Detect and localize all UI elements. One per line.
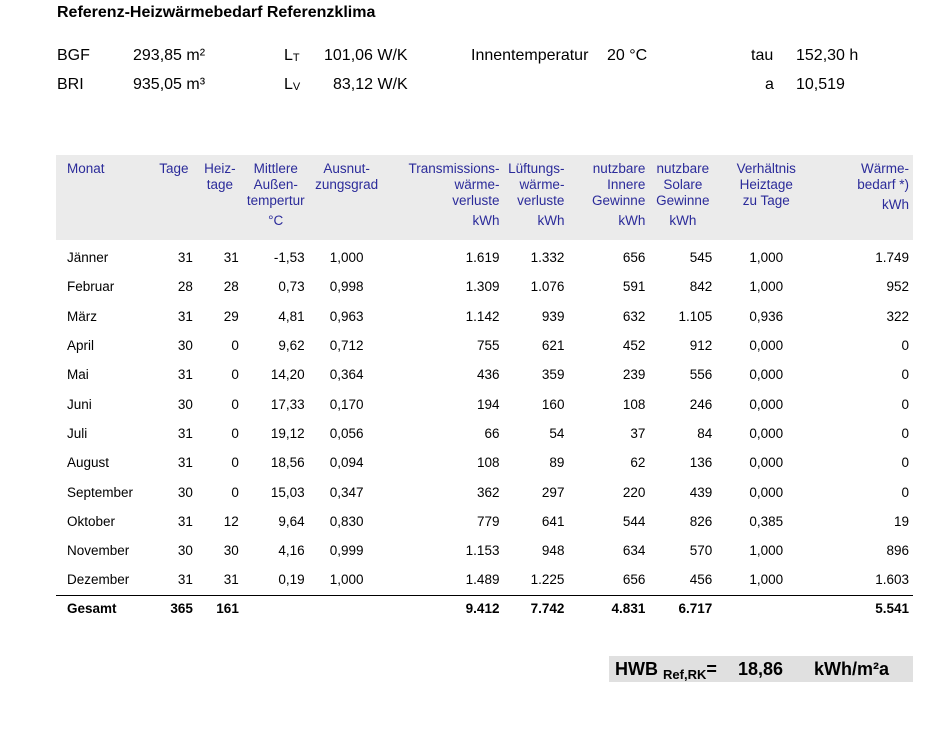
a-value: 10,519 (796, 76, 845, 93)
table-cell: 0 (231, 338, 239, 354)
column-header: Mittlere Außen- tempertur °C (243, 155, 309, 240)
table-cell: 239 (622, 367, 646, 383)
table-cell: 12 (223, 513, 239, 529)
column-unit: kWh (472, 213, 500, 228)
table-cell: 0,73 (278, 279, 305, 295)
table-cell: 66 (484, 425, 500, 441)
table-cell: 1.105 (678, 308, 713, 324)
table-row (56, 302, 913, 331)
table-cell: 322 (886, 308, 909, 324)
table-cell: 0,830 (329, 513, 364, 529)
total-cell (716, 595, 816, 622)
table-cell: 1,000 (749, 279, 784, 295)
hwb-unit: kWh/m²a (814, 659, 890, 679)
table-cell: 0,963 (329, 308, 364, 324)
table-cell: August (67, 455, 110, 471)
table-cell: 246 (689, 396, 713, 412)
table-cell: 0 (231, 367, 239, 383)
table-row (56, 507, 913, 536)
table-cell: 0,998 (329, 279, 364, 295)
column-header: Wärme- bedarf *) kWh (816, 155, 913, 240)
total-cell (309, 595, 385, 622)
hwb-label: HWB $_{Ref,RK}$= (615, 659, 717, 682)
table-cell: Februar (67, 279, 115, 295)
table-cell: 0,364 (329, 367, 364, 383)
table-cell: November (67, 543, 130, 559)
table-cell: 108 (622, 396, 646, 412)
table-cell: 0 (231, 484, 239, 500)
table-cell: -1,53 (273, 250, 305, 266)
table-cell: 362 (476, 484, 500, 500)
table-row (56, 448, 913, 477)
total-cell: 6.717 (649, 595, 716, 622)
table-cell: 1.142 (465, 308, 500, 324)
table-cell: 641 (541, 513, 565, 529)
table-row (56, 477, 913, 506)
column-header: nutzbare Innere Gewinne kWh (568, 155, 649, 240)
hwb-result (609, 656, 913, 682)
table-cell: 1,000 (329, 572, 364, 588)
table-cell: 18,56 (270, 455, 305, 471)
table-cell: 31 (177, 425, 193, 441)
table-cell: 0 (901, 367, 909, 383)
total-cell: 365 (151, 595, 197, 622)
table-cell: 456 (689, 572, 713, 588)
table-cell: 0,094 (329, 455, 364, 471)
tau-value: 152,30 h (796, 47, 859, 64)
column-header: Transmissions- wärme- verluste kWh (385, 155, 504, 240)
table-cell: 632 (622, 308, 646, 324)
table-cell: April (67, 338, 95, 354)
bgf-label: BGF (57, 47, 90, 64)
table-cell: 912 (689, 338, 713, 354)
table-cell: 436 (476, 367, 500, 383)
table-cell: 31 (177, 250, 193, 266)
column-header: Ausnut- zungsgrad (309, 155, 385, 240)
bri-value: 935,05 m³ (133, 76, 206, 93)
table-cell: 359 (541, 367, 565, 383)
table-cell: 1.225 (530, 572, 565, 588)
table-cell: 31 (177, 513, 193, 529)
table-cell: 28 (177, 279, 193, 295)
table-cell: 621 (541, 338, 565, 354)
table-cell: 948 (541, 543, 565, 559)
table-cell: 755 (476, 338, 500, 354)
table-cell: 0 (231, 396, 239, 412)
table-cell: 194 (476, 396, 500, 412)
table-cell: 826 (689, 513, 713, 529)
table-row (56, 536, 913, 565)
total-cell: 5.541 (816, 595, 913, 622)
table-cell: 0 (901, 425, 909, 441)
table-cell: 19 (893, 513, 909, 529)
table-cell: September (67, 484, 134, 500)
table-cell: 0,347 (329, 484, 364, 500)
total-cell (243, 595, 309, 622)
table-cell: 656 (622, 250, 646, 266)
lt-label: $L_T$ (284, 47, 300, 64)
table-cell: Juni (67, 396, 92, 412)
table-cell: 452 (622, 338, 646, 354)
table-cell: 0,712 (329, 338, 364, 354)
table-row (56, 389, 913, 418)
lt-subscript: T (292, 52, 300, 64)
lv-label: $L_V$ (284, 76, 301, 93)
table-cell: 297 (541, 484, 565, 500)
lv-value: 83,12 W/K (333, 76, 408, 93)
table-cell: 1.749 (875, 250, 909, 266)
total-cell: Gesamt (56, 595, 151, 622)
table-cell: 0 (901, 396, 909, 412)
table-cell: 62 (630, 455, 646, 471)
table-cell: 31 (223, 250, 239, 266)
table-cell: 136 (689, 455, 713, 471)
table-cell: 656 (622, 572, 646, 588)
table-cell: 634 (622, 543, 646, 559)
total-cell: 7.742 (503, 595, 568, 622)
table-cell: Juli (67, 425, 88, 441)
innentemperatur-value: 20 °C (607, 47, 648, 64)
table-cell: 0,19 (278, 572, 305, 588)
table-cell: 220 (622, 484, 646, 500)
table-row (56, 240, 913, 272)
table-cell: 1.153 (465, 543, 500, 559)
lv-subscript: V (292, 81, 301, 93)
table-cell: 84 (697, 425, 713, 441)
page-title: Referenz-Heizwärmebedarf Referenzklima (57, 4, 376, 21)
table-cell: 939 (541, 308, 565, 324)
bri-label: BRI (57, 76, 84, 93)
table-row (56, 565, 913, 595)
table-cell: 89 (549, 455, 565, 471)
total-cell: 161 (197, 595, 243, 622)
table-cell: 0,000 (749, 367, 784, 383)
table-cell: 545 (689, 250, 713, 266)
table-cell: 19,12 (270, 425, 305, 441)
table-cell: 591 (622, 279, 646, 295)
table-cell: 0,000 (749, 396, 784, 412)
table-cell: 570 (689, 543, 713, 559)
lt-value: 101,06 W/K (324, 47, 408, 64)
table-cell: 30 (177, 543, 193, 559)
column-unit: kWh (618, 213, 646, 228)
total-cell: 4.831 (568, 595, 649, 622)
table-cell: 29 (223, 308, 239, 324)
table-cell: 31 (177, 455, 193, 471)
table-cell: 1,000 (749, 572, 784, 588)
heating-demand-table-wrapper (56, 155, 913, 622)
table-cell: 0,170 (329, 396, 364, 412)
table-cell: Dezember (67, 572, 130, 588)
table-cell: 556 (689, 367, 713, 383)
table-cell: 15,03 (270, 484, 305, 500)
table-cell: 0 (231, 455, 239, 471)
table-cell: 9,62 (278, 338, 305, 354)
column-unit: kWh (882, 197, 909, 212)
table-cell: 1.489 (465, 572, 500, 588)
table-cell: 4,81 (278, 308, 305, 324)
table-row (56, 360, 913, 389)
table-cell: 0 (231, 425, 239, 441)
table-cell: 1.076 (530, 279, 565, 295)
table-cell: 31 (177, 367, 193, 383)
table-cell: 54 (549, 425, 565, 441)
table-cell: 30 (177, 396, 193, 412)
table-cell: 0,000 (749, 338, 784, 354)
table-cell: 0,000 (749, 455, 784, 471)
table-cell: 1.619 (465, 250, 500, 266)
table-cell: 1.309 (465, 279, 500, 295)
table-cell: 37 (630, 425, 646, 441)
table-cell: 0,000 (749, 484, 784, 500)
column-header: Heiz- tage (197, 155, 243, 240)
table-cell: 31 (223, 572, 239, 588)
table-cell: 0,000 (749, 425, 784, 441)
column-header: Verhältnis Heiztage zu Tage (716, 155, 816, 240)
column-header: Lüftungs- wärme- verluste kWh (503, 155, 568, 240)
table-cell: 1,000 (749, 543, 784, 559)
table-cell: 0 (901, 455, 909, 471)
table-cell: 0,056 (329, 425, 364, 441)
hwb-subscript: Ref,RK (663, 667, 707, 682)
hwb-equals: = (706, 659, 717, 679)
table-cell: 952 (886, 279, 909, 295)
table-cell: 9,64 (278, 513, 305, 529)
table-cell: 1,000 (329, 250, 364, 266)
table-cell: 0,936 (749, 308, 784, 324)
table-row (56, 272, 913, 301)
table-cell: 14,20 (270, 367, 305, 383)
table-cell: 108 (476, 455, 500, 471)
table-cell: 31 (177, 308, 193, 324)
table-row (56, 331, 913, 360)
innentemperatur-label: Innentemperatur (471, 47, 589, 64)
table-cell: 4,16 (278, 543, 305, 559)
table-cell: 779 (476, 513, 500, 529)
heating-demand-table (56, 155, 913, 622)
table-cell: Mai (67, 367, 89, 383)
table-cell: 1.603 (875, 572, 909, 588)
table-cell: 544 (622, 513, 646, 529)
column-header: Monat (56, 155, 151, 240)
table-cell: 0,385 (749, 513, 784, 529)
column-header: Tage (151, 155, 197, 240)
total-cell: 9.412 (385, 595, 504, 622)
table-header-row (56, 155, 913, 240)
table-row (56, 419, 913, 448)
table-total-row (56, 595, 913, 622)
table-body (56, 240, 913, 595)
table-cell: Oktober (67, 513, 116, 529)
column-header: nutzbare Solare Gewinne kWh (649, 155, 716, 240)
table-cell: 30 (177, 338, 193, 354)
table-cell: 1.332 (530, 250, 565, 266)
table-cell: 30 (177, 484, 193, 500)
table-cell: 30 (223, 543, 239, 559)
column-unit: kWh (669, 213, 697, 228)
column-unit: °C (268, 213, 284, 228)
tau-label: tau (751, 47, 774, 64)
table-cell: 0 (901, 484, 909, 500)
table-cell: 31 (177, 572, 193, 588)
table-cell: 28 (223, 279, 239, 295)
table-cell: 0 (901, 338, 909, 354)
table-cell: März (67, 308, 97, 324)
table-cell: 1,000 (749, 250, 784, 266)
table-cell: 160 (541, 396, 565, 412)
table-cell: 842 (689, 279, 713, 295)
bgf-value: 293,85 m² (133, 47, 206, 64)
table-cell: 439 (689, 484, 713, 500)
table-cell: 896 (886, 543, 909, 559)
column-unit: kWh (537, 213, 565, 228)
hwb-value: 18,86 (738, 659, 784, 679)
table-cell: Jänner (67, 250, 109, 266)
table-cell: 17,33 (270, 396, 305, 412)
a-label: a (765, 76, 774, 93)
table-cell: 0,999 (329, 543, 364, 559)
